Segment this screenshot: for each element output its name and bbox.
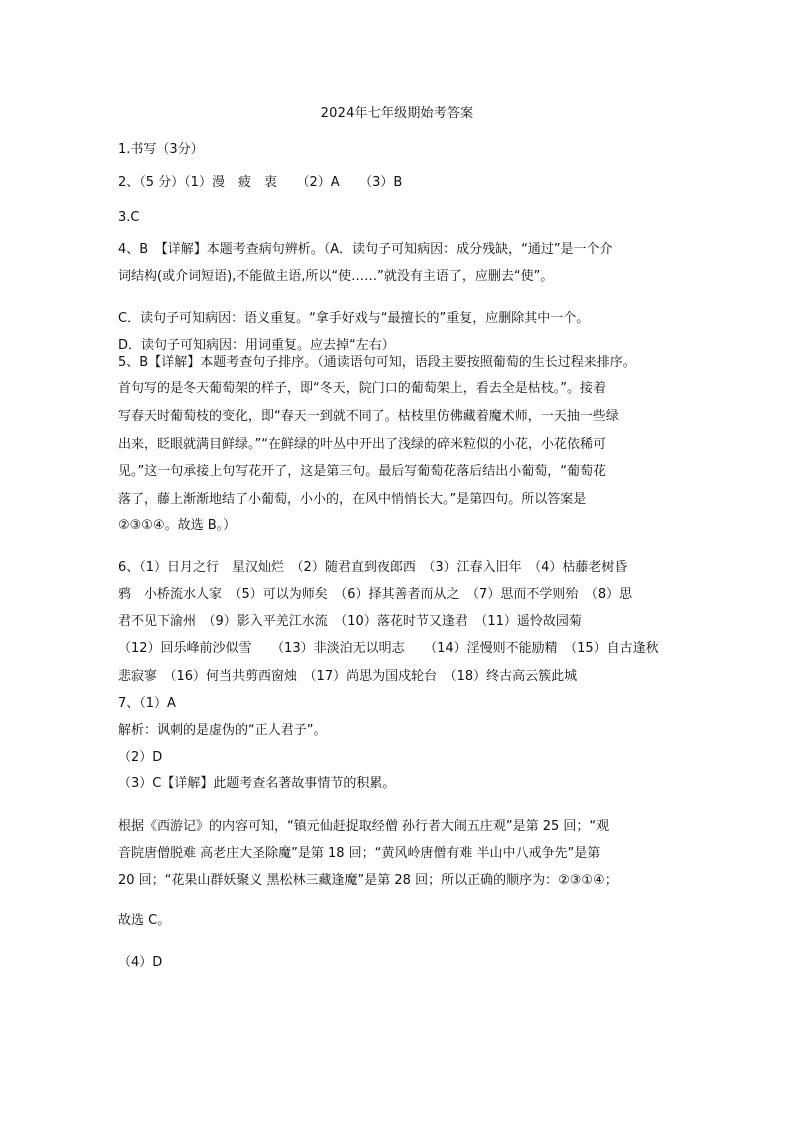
answer-line-q2: 2、（5 分）（1）漫 疲 衷 （2）A （3）B bbox=[118, 175, 403, 190]
answer-line-q1: 1.书写（3分） bbox=[118, 142, 204, 157]
answer-line-q7: （4）D bbox=[118, 955, 163, 970]
answer-line-q6: （12）回乐峰前沙似雪 （13）非淡泊无以明志 （14）淫慢则不能励精 （15）自古逢秋 bbox=[118, 641, 659, 656]
answer-line-q5: ②③①④。故选 B。） bbox=[118, 518, 237, 533]
answer-line-q5: 出来，眨眼就满目鲜绿。”“在鲜绿的叶丛中开出了浅绿的碎米粒似的小花，小花依稀可 bbox=[118, 437, 606, 452]
answer-line-q7: （3）C【详解】此题考查名著故事情节的积累。 bbox=[118, 776, 396, 791]
answer-line-q6: 悲寂寥 （16）何当共剪西窗烛 （17）尚思为国戍轮台 （18）终古高云簇此城 bbox=[118, 669, 578, 684]
answer-line-q5: 见。”这一句承接上句写花开了，这是第三句。最后写葡萄花落后结出小葡萄，“葡萄花 bbox=[118, 464, 606, 479]
answer-line-q5: 写春天时葡萄枝的变化，即“春天一到就不同了。枯枝里仿佛藏着魔术师，一天抽一些绿 bbox=[118, 409, 619, 424]
answer-line-q6: 君不见下渝州 （9）影入平羌江水流 （10）落花时节又逢君 （11）遥怜故园菊 bbox=[118, 614, 582, 629]
answer-line-q6: 鸦 小桥流水人家 （5）可以为师矣 （6）择其善者而从之 （7）思而不学则殆 （8）思 bbox=[118, 587, 633, 602]
answer-line-q4: 4、B 【详解】本题考查病句辨析。（A．读句子可知病因：成分残缺，“通过”是一个介 bbox=[118, 242, 613, 257]
answer-line-q7: 音院唐僧脱难 高老庄大圣除魔”是第 18 回；“黄风岭唐僧有难 半山中八戒争先”是第 bbox=[118, 846, 601, 861]
answer-line-q5: 落了，藤上渐渐地结了小葡萄，小小的，在风中悄悄长大。”是第四句。所以答案是 bbox=[118, 492, 587, 507]
answer-line-q4: C．读句子可知病因：语义重复。“拿手好戏与“最擅长的”重复，应删除其中一个。 bbox=[118, 311, 590, 326]
answer-line-q6: 6、（1）日月之行 星汉灿烂 （2）随君直到夜郎西 （3）江春入旧年 （4）枯藤老树昏 bbox=[118, 560, 628, 575]
answer-line-q7: 根据《西游记》的内容可知，“镇元仙赶捉取经僧 孙行者大闹五庄观”是第 25 回；“观 bbox=[118, 819, 610, 834]
answer-line-q4: 词结构(或介词短语),不能做主语,所以“使……”就没有主语了，应删去“使”。 bbox=[118, 269, 554, 284]
answer-line-q7: 20 回；“花果山群妖聚义 黑松林三藏逢魔”是第 28 回；所以正确的顺序为：②③①④； bbox=[118, 873, 618, 888]
answer-line-q5: 5、B【详解】本题考查句子排序。（通读语句可知，语段主要按照葡萄的生长过程来排序。 bbox=[118, 355, 636, 370]
answer-line-q7: 解析：讽刺的是虚伪的“正人君子”。 bbox=[118, 723, 327, 738]
answer-line-q7: 7、（1）A bbox=[118, 696, 176, 711]
answer-line-q7: （2）D bbox=[118, 750, 163, 765]
answer-line-q3: 3.C bbox=[118, 210, 140, 225]
answer-line-q5: 首句写的是冬天葡萄架的样子，即“冬天，院门口的葡萄架上，看去全是枯枝。”。接着 bbox=[118, 381, 606, 396]
answer-line-q4: D．读句子可知病因：用词重复。应去掉“左右） bbox=[118, 338, 395, 353]
answer-line-q7: 故选 C。 bbox=[118, 913, 171, 928]
page-title: 2024年七年级期始考答案 bbox=[320, 106, 474, 121]
